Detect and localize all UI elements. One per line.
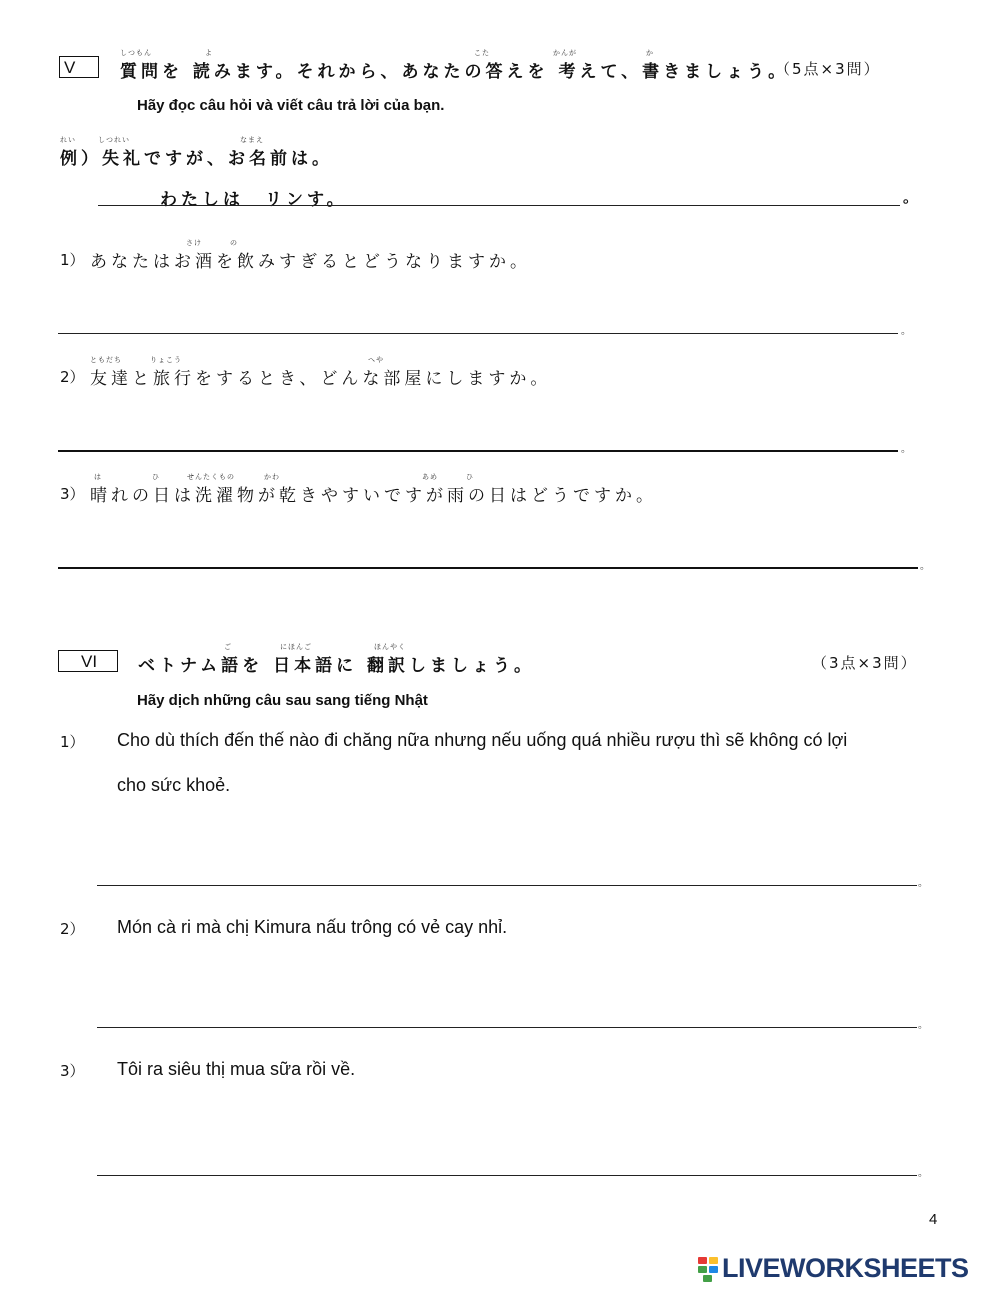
vi-q3-answer-line[interactable] [97,1175,917,1176]
q1-end-mark: 。 [901,326,911,337]
example-answer-line [98,205,900,206]
furigana-ka: か [646,49,654,57]
q3-text: 晴れの日は洗濯物が乾きやすいですが雨の日はどうですか。 [90,486,657,506]
q3-furigana-ame: あめ [422,473,438,481]
example-end-mark: 。 [903,188,923,206]
furigana-go: ご [224,643,232,651]
vi-q2-end-mark: 。 [918,1020,928,1031]
vi-q1-text-line1: Cho dù thích đến thế nào đi chăng nữa nhưng nếu uống quá nhiều rượu thì sẽ không có lợi [117,730,848,750]
liveworksheets-brand[interactable]: LIVEWORKSHEETS [722,1253,969,1283]
furigana-nihongo: にほんご [280,643,312,651]
vi-q1-text-line2: cho sức khoẻ. [117,775,231,795]
q3-furigana-ha: は [94,473,102,481]
vi-q2-number: 2） [60,920,85,938]
section-6-instruction: ベトナム語を 日本語に 翻訳しましょう。 [138,656,535,676]
logo-tile-red [698,1257,707,1264]
logo-tile-green-2 [703,1275,712,1282]
example-answer: わたしは リンす。 [160,190,348,210]
furigana-shitsumon: しつもん [120,49,152,57]
furigana-shitsurei: しつれい [98,136,130,144]
section-5-instruction: 質問を 読みます。それから、あなたの答えを 考えて、書きましょう。 [120,62,790,82]
example-question: 例）失礼ですが、お名前は。 [60,149,333,169]
q3-furigana-hi: ひ [152,473,160,481]
section-6-label: VI [58,650,118,672]
q2-furigana-ryokou: りょこう [150,356,182,364]
q2-furigana-heya: へや [368,356,384,364]
q1-number: 1） [60,251,85,269]
vi-q1-end-mark: 。 [918,878,928,889]
section-5-instruction-vi: Hãy đọc câu hỏi và viết câu trả lời của bạn. [137,97,445,114]
section-5-points: （5点×3問） [775,60,881,78]
q1-furigana-sake: さけ [186,239,202,247]
q3-end-mark: 。 [920,561,930,572]
vi-q3-end-mark: 。 [918,1168,928,1179]
vi-q1-number: 1） [60,733,85,751]
q2-furigana-tomodachi: ともだち [90,356,122,364]
furigana-kanga: かんが [553,49,577,57]
vi-q3-text: Tôi ra siêu thị mua sữa rồi về. [117,1059,356,1079]
q1-answer-line[interactable] [58,333,898,334]
q3-answer-line[interactable] [58,567,918,569]
logo-tile-blue [709,1266,718,1273]
q1-text: あなたはお酒を飲みすぎるとどうなりますか。 [90,252,531,272]
liveworksheets-logo-icon [698,1257,720,1283]
section-6-instruction-vi: Hãy dịch những câu sau sang tiếng Nhật [137,692,428,709]
q3-furigana-sentakumono: せんたくもの [187,473,235,481]
q1-furigana-no: の [230,239,238,247]
vi-q2-text: Món cà ri mà chị Kimura nấu trông có vẻ cay nhỉ. [117,917,508,937]
furigana-yo: よ [205,49,213,57]
section-5-label: V [59,56,99,78]
section-6-points: （3点×3問） [812,654,918,672]
q2-end-mark: 。 [901,444,911,455]
q3-furigana-hi-2: ひ [466,473,474,481]
furigana-honyaku: ほんやく [374,643,406,651]
vi-q1-answer-line[interactable] [97,885,917,886]
furigana-rei: れい [60,136,76,144]
q2-text: 友達と旅行をするとき、どんな部屋にしますか。 [90,369,552,389]
page-number: 4 [929,1211,938,1228]
vi-q3-number: 3） [60,1062,85,1080]
furigana-kota: こた [474,49,490,57]
q2-answer-line[interactable] [58,450,898,452]
logo-tile-green [698,1266,707,1273]
q3-furigana-kawa: かわ [264,473,280,481]
furigana-namae: なまえ [240,136,264,144]
vi-q2-answer-line[interactable] [97,1027,917,1028]
logo-tile-yellow [709,1257,718,1264]
q2-number: 2） [60,368,85,386]
q3-number: 3） [60,485,85,503]
